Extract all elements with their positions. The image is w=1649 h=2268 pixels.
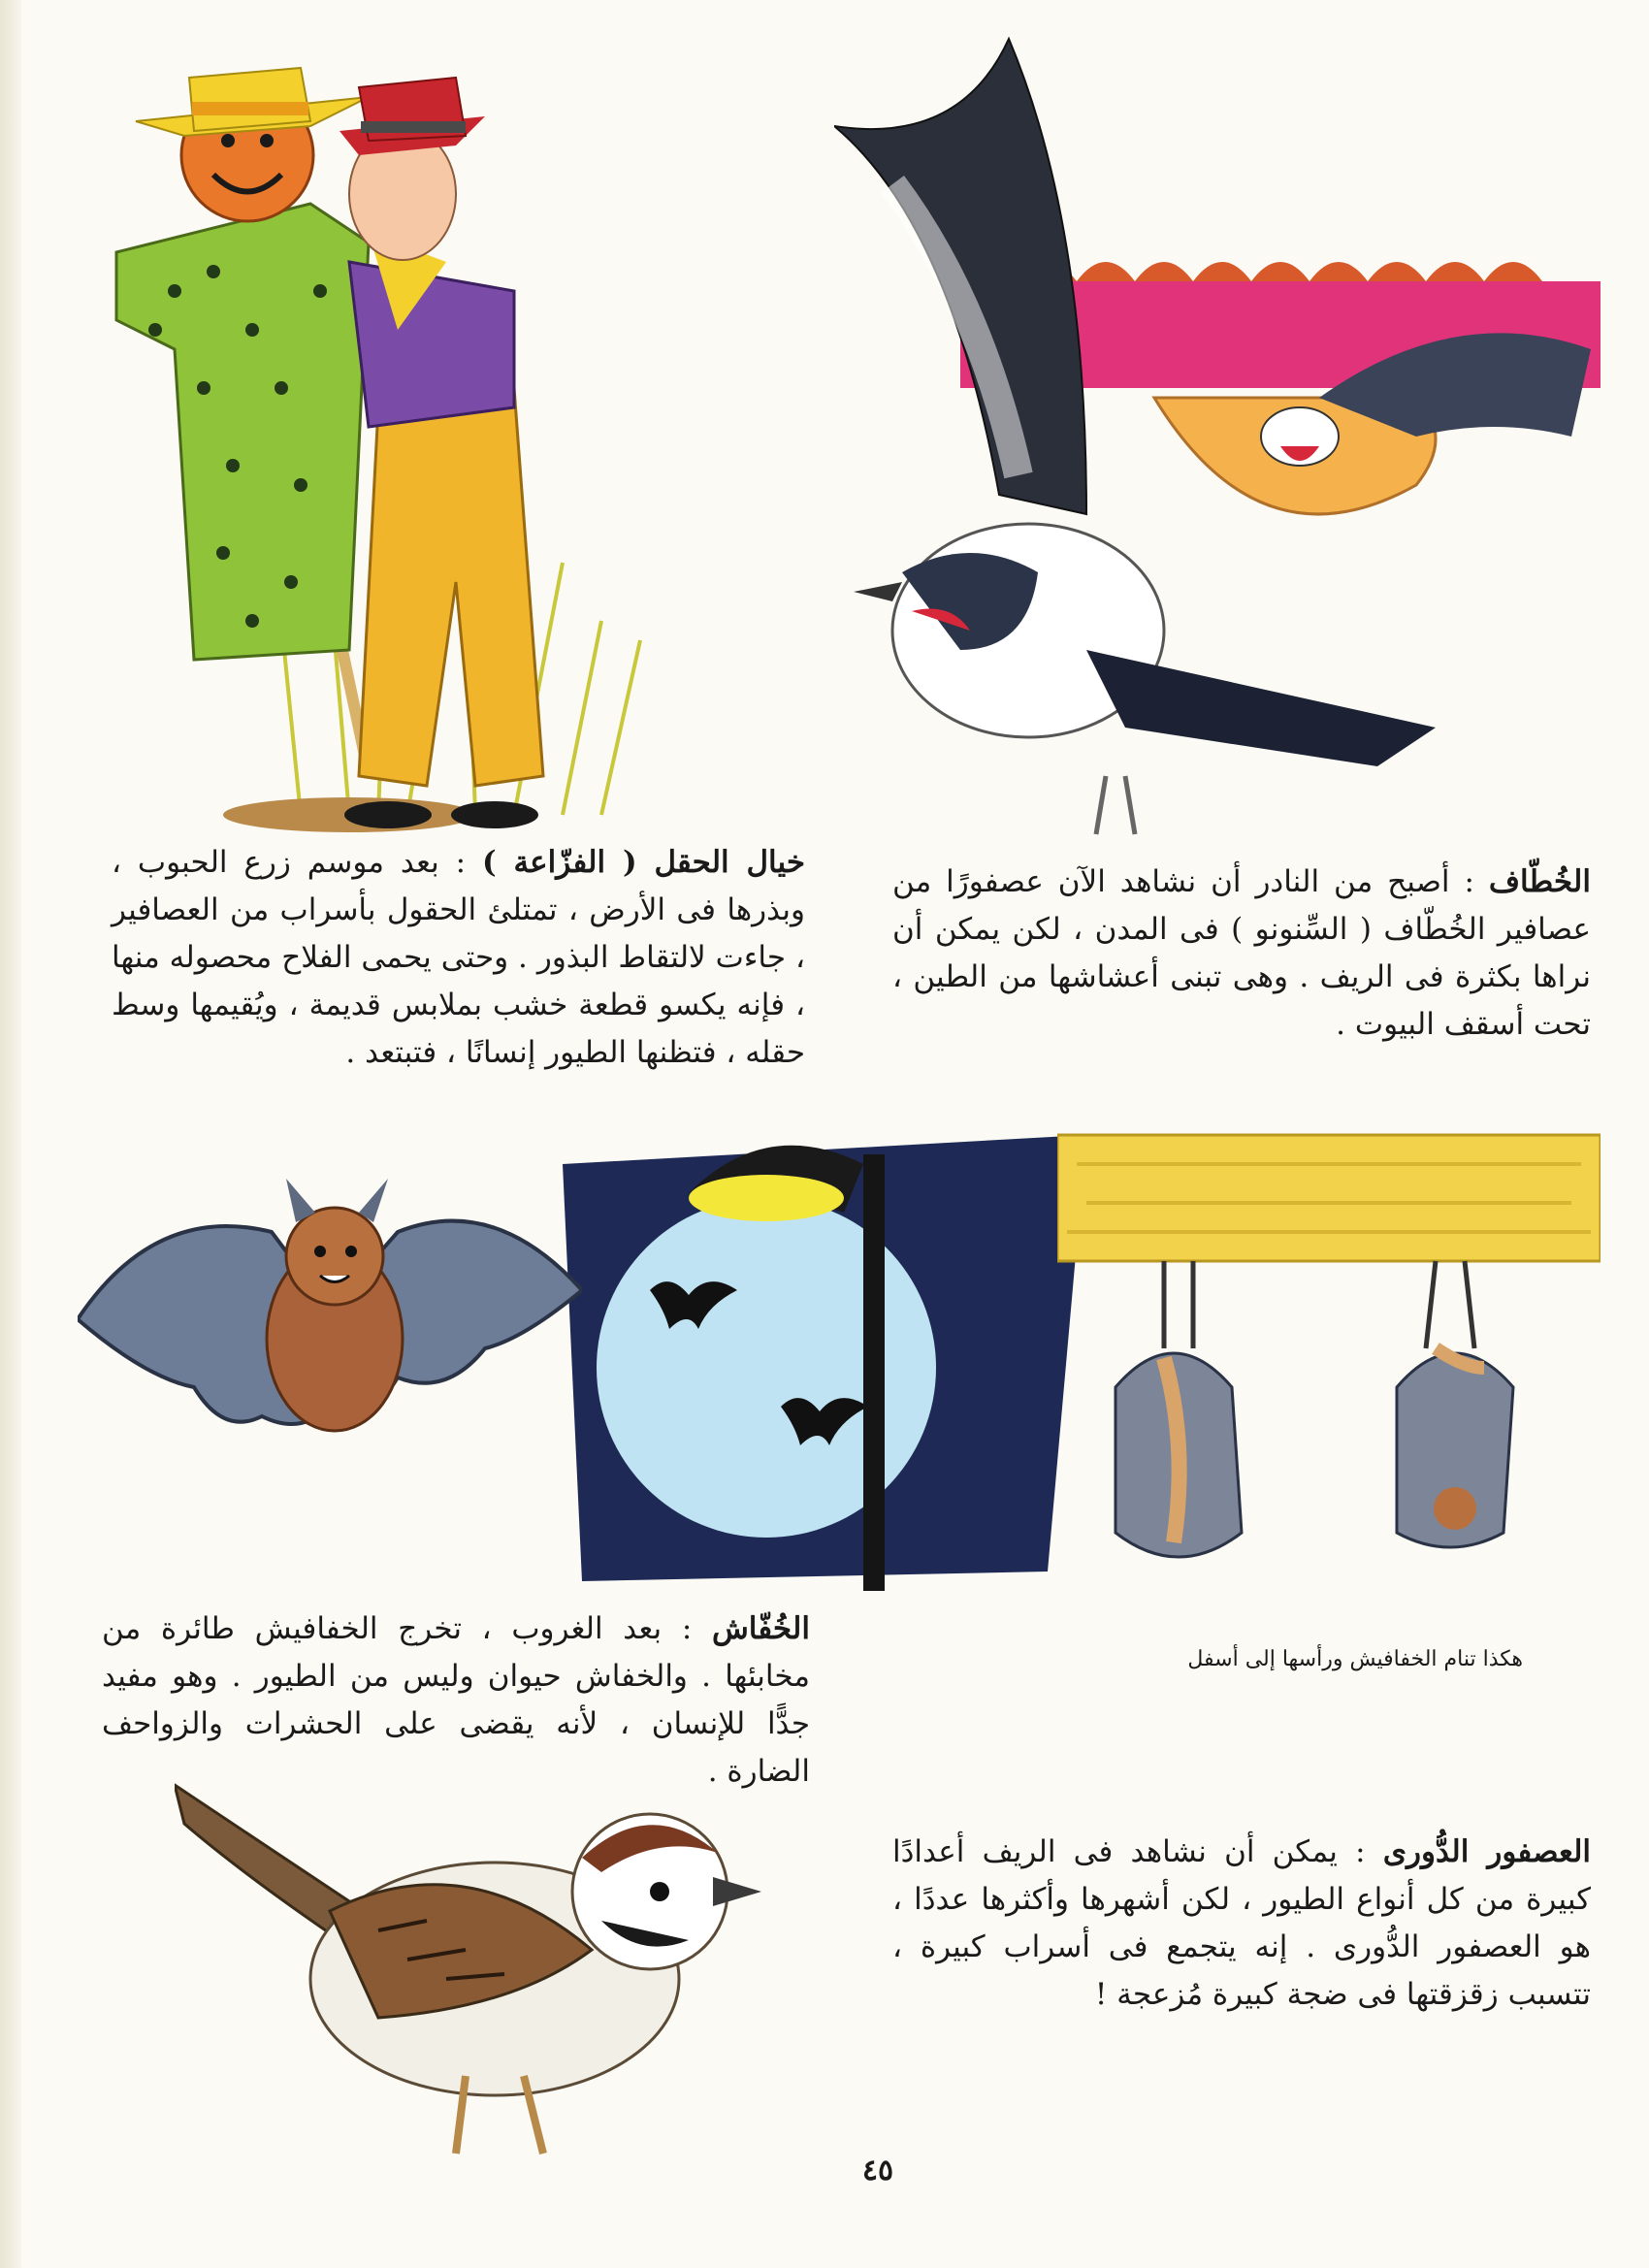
term-swallow: الخُطّاف [1488,864,1591,899]
paragraph-scarecrow [112,839,805,1077]
farmer-overalls [359,388,543,786]
text-sparrow: : يمكن أن نشاهد فى الريف أعدادًا كبيرة من كل أنواع الطيور ، لكن أشهرها وأكثرها عددًا ، هو العصفور الدُّورى . إنه يتجمع فى أسراب كبيرة ، تتسبب زقزقتها فى ضجة كبيرة مُزعجة ! [892,1834,1591,2012]
hanging-bats-illustration [1057,1125,1600,1581]
page-binding-edge [0,0,21,2268]
moon [597,1198,936,1538]
sparrow-illustration [175,1766,815,2173]
text-swallow: : أصبح من النادر أن نشاهد الآن عصفورًا من عصافير الخُطّاف ( السِّنونو ) فى المدن ، لكن يمكن أن نراها بكثرة فى الريف . وهى تبنى أعشاشها من الطين ، تحت أسقف البيوت . [892,864,1591,1042]
bat-illustration [78,1174,582,1504]
bat-sleeping-caption: هكذا تنام الخفافيش ورأسها إلى أسفل [1187,1647,1523,1671]
text-scarecrow: : بعد موسم زرع الحبوب ، وبذرها فى الأرض ، تمتلئ الحقول بأسراب من العصافير ، جاءت لالتقاط البذور . وحتى يحمى الفلاح محصوله منها ، فإنه يكسو قطعة خشب بملابس قديمة ، ويُقيمها وسط حقله ، فتظنها الطيور إنسانًا ، فتبتعد . [112,845,805,1070]
night-scene-illustration [543,1125,1086,1591]
swallow-large-tail [1086,650,1436,766]
text-bat: : بعد الغروب ، تخرج الخفافيش طائرة من مخابئها . والخفاش حيوان وليس من الطيور . وهو مفيد جدًّا للإنسان ، لأنه يقضى على الحشرات والزواحف الضارة . [102,1611,810,1789]
scarecrow-coat [116,204,369,660]
paragraph-sparrow [892,1829,1591,2019]
page-number: ٤٥ [861,2154,894,2187]
term-scarecrow: خيال الحقل ( الفزّاعة ) [482,845,806,880]
wooden-beam [1057,1135,1600,1261]
term-sparrow: العصفور الدُّورى [1382,1834,1591,1869]
bat-head [286,1208,383,1305]
street-lamp-pole [863,1154,885,1591]
scarecrow-farmer-illustration [58,39,757,834]
farmer-shirt [349,262,514,427]
paragraph-swallow [892,859,1591,1049]
swallow-illustration [834,29,1610,854]
term-bat: الخُفّاش [711,1611,810,1646]
